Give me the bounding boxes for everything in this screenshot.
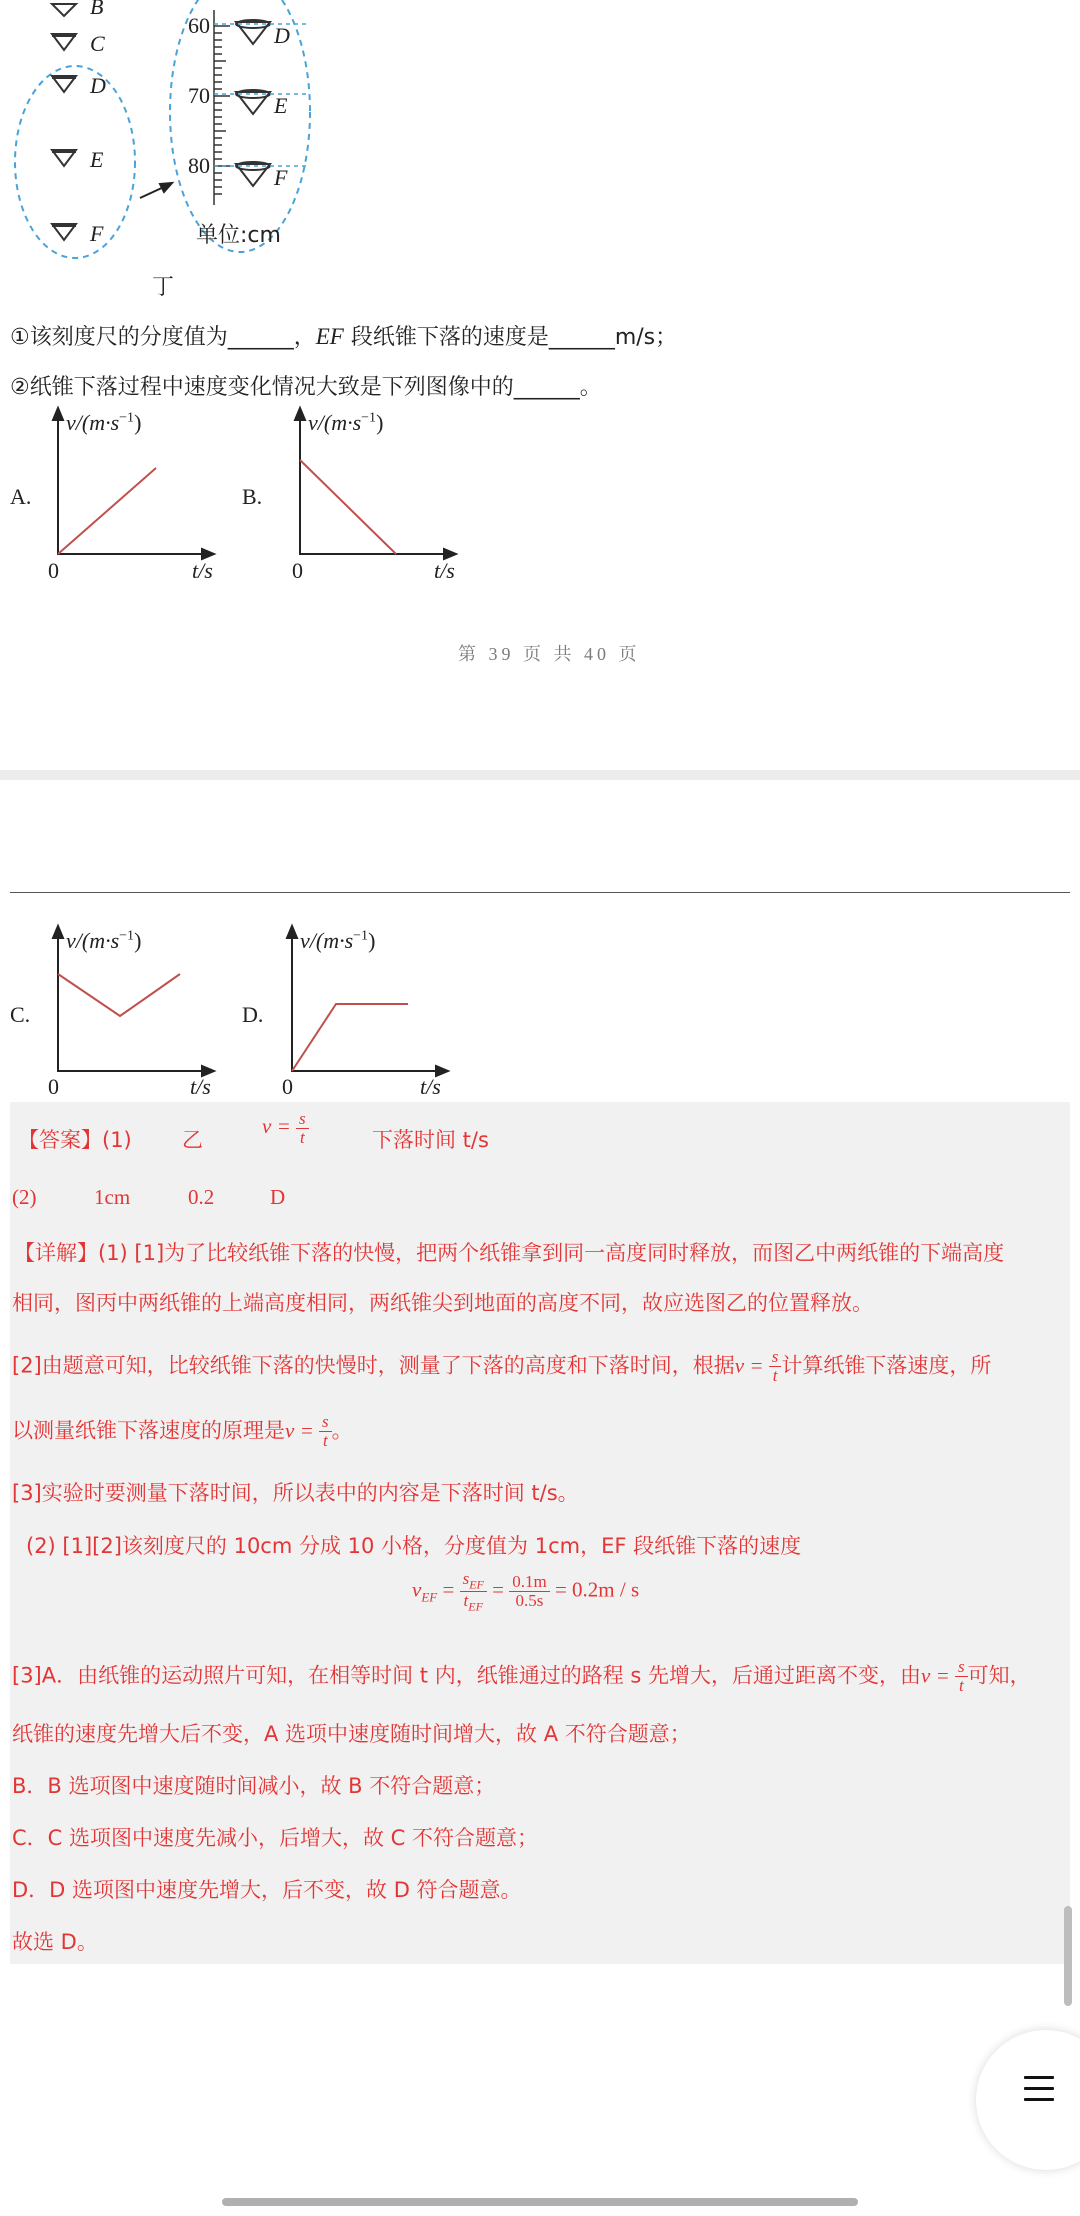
page-footer: 第 39 页 共 40 页 bbox=[458, 644, 641, 664]
dashed-ellipse-left bbox=[15, 66, 135, 258]
eq-left-sub: EF bbox=[421, 1589, 438, 1605]
graph-d-line bbox=[292, 1004, 408, 1071]
detail-5b: 纸锥的速度先增大后不变，A 选项中速度随时间增大，故 A 不符合题意； bbox=[12, 1722, 691, 1746]
option-d-label: D. bbox=[242, 1002, 264, 1027]
graph-c-origin: 0 bbox=[48, 1074, 59, 1099]
detail-4: (2) [1][2]该刻度尺的 10cm 分成 10 小格，分度值为 1cm，EF 段纸锥下落的速度 bbox=[26, 1534, 802, 1558]
eq-fraction-1 bbox=[460, 1570, 487, 1613]
eq-fraction-2 bbox=[509, 1573, 549, 1610]
answer-head-2: (2) bbox=[12, 1185, 37, 1209]
label-F-ruler: F bbox=[274, 165, 288, 190]
graph-b-ylabel-close: ) bbox=[376, 410, 384, 435]
question-1 bbox=[10, 320, 677, 351]
graph-c-ylabel-close: ) bbox=[134, 928, 142, 953]
fraction-denominator: t bbox=[958, 1675, 964, 1695]
ruler-unit: 单位:cm bbox=[196, 223, 281, 248]
velocity-equation: $v_{EF}$ = $\frac{s_{EF}}{t_{EF}}$ = $\frac{0.1m}{0.5s}$ = 0.2m / s bbox=[412, 1569, 640, 1614]
eq-left: v bbox=[412, 1577, 422, 1602]
graph-d-ylabel-exp: −1 bbox=[353, 928, 369, 944]
graph-d-origin: 0 bbox=[282, 1074, 293, 1099]
detail-3: [3]实验时要测量下落时间，所以表中的内容是下落时间 t/s。 bbox=[12, 1481, 579, 1505]
detail-2b: 以测量纸锥下落速度的原理是v = $\frac{s}{t}$ 。 bbox=[12, 1412, 353, 1450]
answer-2-value-3: D bbox=[270, 1185, 286, 1209]
eq-f2-num: 0.1m bbox=[509, 1573, 549, 1592]
eq-f1-den: t bbox=[463, 1590, 469, 1610]
question-2: ②纸锥下落过程中速度变化情况大致是下列图像中的______。 bbox=[10, 375, 602, 400]
graph-d-xlabel: t/s bbox=[420, 1074, 441, 1099]
label-C: C bbox=[90, 31, 105, 56]
graph-c-ylabel bbox=[66, 928, 141, 954]
question-1-segment: EF bbox=[315, 324, 344, 349]
detail-5a: [3]A．由纸锥的运动照片可知，在相等时间 t 内，纸锥通过的路程 s 先增大，后通过距离不变，由v = $\frac{s}{t}$ 可知， bbox=[12, 1657, 1031, 1695]
ruler-tick-70: 70 bbox=[188, 83, 210, 108]
detail-2b-pre: 以测量纸锥下落速度的原理是 bbox=[12, 1418, 285, 1443]
graph-a-ylabel-close: ) bbox=[134, 410, 142, 435]
fraction-numerator: s bbox=[955, 1658, 968, 1677]
detail-2a-post: 计算纸锥下落速度，所 bbox=[781, 1353, 992, 1378]
graph-a-xlabel: t/s bbox=[192, 558, 213, 583]
home-indicator[interactable] bbox=[222, 2198, 858, 2206]
graph-b-xlabel: t/s bbox=[434, 558, 455, 583]
detail-8: D．D 选项图中速度先增大，后不变，故 D 符合题意。 bbox=[12, 1878, 522, 1902]
detail-6: B．B 选项图中速度随时间减小，故 B 不符合题意； bbox=[12, 1774, 496, 1798]
fraction-denominator: t bbox=[299, 1127, 305, 1147]
cones-right bbox=[236, 20, 270, 186]
scrollbar[interactable] bbox=[1064, 1906, 1072, 2006]
fraction-numerator: s bbox=[769, 1348, 782, 1367]
question-1-part-a: ①该刻度尺的分度值为______， bbox=[10, 325, 316, 350]
answer-1-value-3: 下落时间 t/s bbox=[372, 1128, 489, 1152]
arrow bbox=[140, 183, 172, 198]
answer-1-formula-left: v = bbox=[262, 1114, 291, 1139]
graph-d-ylabel bbox=[300, 928, 375, 954]
graph-a-line bbox=[58, 468, 156, 554]
graph-d-ylabel-text: v/(m·s bbox=[300, 928, 354, 953]
graph-b-ylabel-text: v/(m·s bbox=[308, 410, 362, 435]
detail-2b-post: 。 bbox=[331, 1418, 353, 1443]
graph-c-xlabel: t/s bbox=[190, 1074, 211, 1099]
label-D-ruler: D bbox=[274, 23, 290, 48]
detail-2a-pre: [2]由题意可知，比较纸锥下落的快慢时，测量了下落的高度和下落时间，根据 bbox=[12, 1353, 735, 1378]
answer-1-formula bbox=[262, 1110, 309, 1147]
graph-c-ylabel-text: v/(m·s bbox=[66, 928, 120, 953]
cones-left bbox=[52, 4, 76, 240]
graph-a-origin: 0 bbox=[48, 558, 59, 583]
falling-cone-figure bbox=[0, 0, 1080, 300]
hamburger-menu-icon[interactable] bbox=[1024, 2076, 1054, 2102]
graph-a-ylabel-text: v/(m·s bbox=[66, 410, 120, 435]
question-1-part-c: 段纸锥下落的速度是______m/s； bbox=[343, 325, 678, 350]
detail-2a: [2]由题意可知，比较纸锥下落的快慢时，测量了下落的高度和下落时间，根据v = $\frac{s}{t}$ 计算纸锥下落速度，所 bbox=[12, 1347, 992, 1385]
ruler bbox=[214, 10, 230, 205]
option-c-label: C. bbox=[10, 1002, 31, 1027]
page-gap bbox=[0, 770, 1080, 780]
detail-9: 故选 D。 bbox=[12, 1930, 98, 1954]
answer-2-value-2: 0.2 bbox=[188, 1185, 215, 1209]
eq-f2-den: 0.5s bbox=[515, 1590, 544, 1610]
detail-5a-pre: [3]A．由纸锥的运动照片可知，在相等时间 t 内，纸锥通过的路程 s 先增大，后通过距离不变，由 bbox=[12, 1663, 921, 1688]
label-E: E bbox=[90, 147, 104, 172]
graph-a-ylabel bbox=[66, 410, 141, 436]
label-D: D bbox=[90, 73, 106, 98]
fraction-numerator: s bbox=[296, 1110, 309, 1129]
graph-b-origin: 0 bbox=[292, 558, 303, 583]
detail-1b: 相同，图丙中两纸锥的上端高度相同，两纸锥尖到地面的高度不同，故应选图乙的位置释放。 bbox=[12, 1291, 873, 1315]
graph-a-ylabel-exp: −1 bbox=[119, 410, 135, 426]
page-rule bbox=[10, 892, 1070, 893]
graph-b-ylabel bbox=[308, 410, 383, 436]
answer-head-1: 【答案】(1) bbox=[18, 1128, 132, 1152]
ruler-tick-60: 60 bbox=[188, 13, 210, 38]
detail-5a-fraction bbox=[955, 1658, 968, 1695]
figure-caption: 丁 bbox=[152, 275, 175, 300]
detail-7: C．C 选项图中速度先减小，后增大，故 C 不符合题意； bbox=[12, 1826, 539, 1850]
fraction-denominator: t bbox=[322, 1430, 328, 1450]
eq-result: = 0.2m / s bbox=[554, 1577, 640, 1602]
graph-b-line bbox=[300, 460, 396, 554]
eq-f1-num: s bbox=[462, 1569, 470, 1588]
label-E-ruler: E bbox=[274, 93, 288, 118]
answer-2-value-1: 1cm bbox=[94, 1185, 131, 1209]
detail-1a: 【详解】(1) [1]为了比较纸锥下落的快慢，把两个纸锥拿到同一高度同时释放，而图乙中两纸锥的下端高度 bbox=[14, 1241, 1005, 1265]
label-B: B bbox=[90, 0, 104, 19]
eq-f1-num-sub: EF bbox=[469, 1577, 484, 1592]
option-a-label: A. bbox=[10, 484, 32, 509]
ruler-tick-80: 80 bbox=[188, 153, 210, 178]
detail-5a-post: 可知， bbox=[967, 1663, 1031, 1688]
answer-1-value-1: 乙 bbox=[182, 1128, 203, 1152]
option-b-label: B. bbox=[242, 484, 263, 509]
eq-f1-den-sub: EF bbox=[468, 1599, 483, 1614]
level-lines bbox=[214, 24, 310, 166]
detail-2a-fraction bbox=[769, 1348, 782, 1385]
label-F: F bbox=[90, 221, 104, 246]
graph-d-ylabel-close: ) bbox=[368, 928, 376, 953]
fraction-numerator: s bbox=[319, 1413, 332, 1432]
detail-2b-fraction bbox=[319, 1413, 332, 1450]
fraction-denominator: t bbox=[772, 1365, 778, 1385]
graph-c-line bbox=[58, 974, 180, 1016]
answer-1-fraction bbox=[296, 1110, 309, 1147]
graph-b-ylabel-exp: −1 bbox=[361, 410, 377, 426]
graph-c-ylabel-exp: −1 bbox=[119, 928, 135, 944]
